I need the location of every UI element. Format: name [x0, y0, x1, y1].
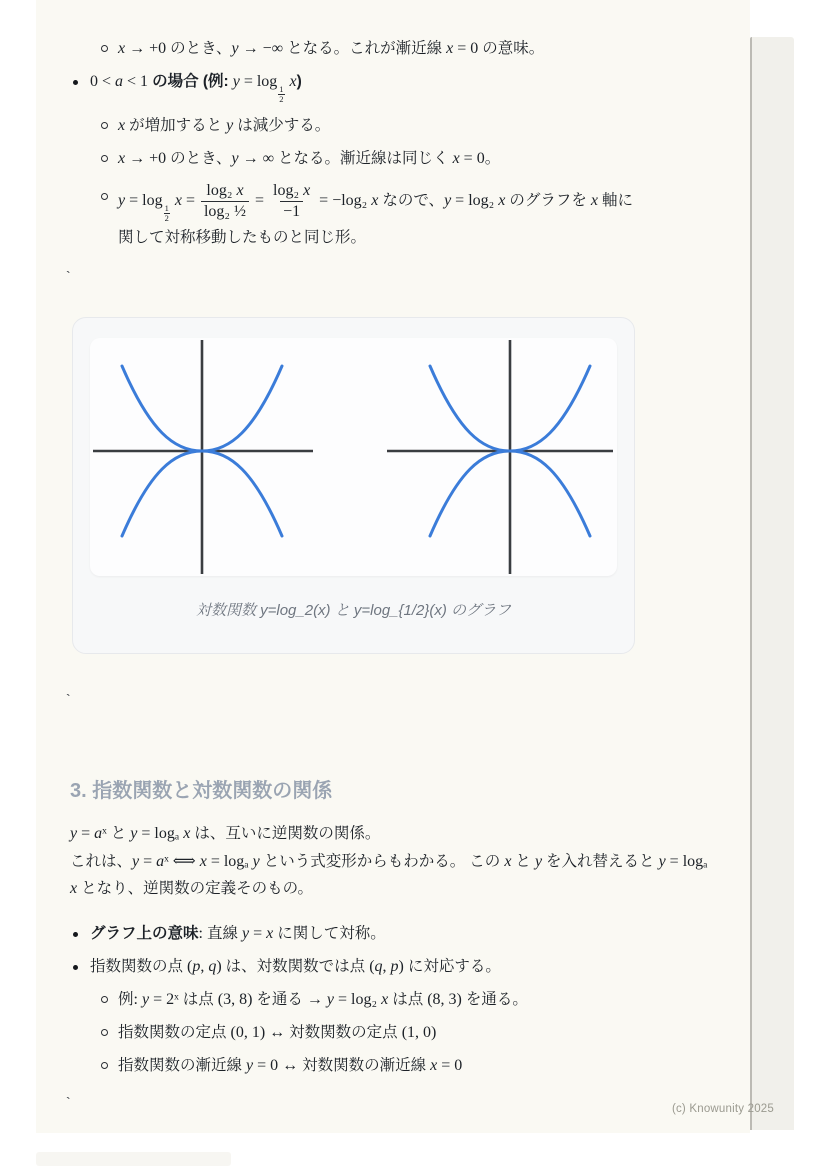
- formula-line-2: 関して対称移動したものと同じ形。: [118, 229, 367, 247]
- monotonic-note: x が増加すると y は減少する。: [118, 116, 331, 134]
- case-bold-close: ): [296, 73, 302, 90]
- fraction-1: $\frac{\text{log₂ x}}{\text{log₂ ½}}$: [201, 181, 249, 222]
- case-range: 0 < a < 1: [90, 73, 153, 90]
- graph-meaning-rest: : 直線 y = x に関して対称。: [198, 924, 386, 942]
- list-item: [98, 148, 714, 170]
- list-item-points: [70, 956, 714, 978]
- copyright-footer: (c) Knowunity 2025: [671, 1103, 774, 1115]
- figure-card: [72, 317, 635, 654]
- list-item: [98, 1022, 714, 1044]
- asymptote-correspondence-note: 指数関数の漸近線 y = 0 ↔ 対数関数の漸近線 x = 0: [118, 1056, 463, 1074]
- circle-bullet-icon: [98, 115, 118, 129]
- circle-bullet-icon: [98, 1055, 118, 1069]
- formula-line-1: [118, 181, 633, 224]
- figure-plot-panel: [90, 338, 617, 576]
- figure-caption: 対数関数 y=log_2(x) と y=log_{1/2}(x) のグラフ: [195, 602, 512, 620]
- list-item-formula: [98, 181, 714, 253]
- stray-backtick: `: [66, 1093, 71, 1110]
- formula-eq2: =: [251, 192, 269, 210]
- fraction-2: $\frac{\text{log₂ x}}{-1}$: [273, 181, 311, 220]
- section-heading: 3. 指数関数と対数関数の関係: [70, 780, 333, 803]
- intro-paragraph: [70, 820, 714, 903]
- change-of-base-formula: [118, 181, 714, 253]
- list-item: [98, 115, 714, 137]
- list-item-graph-meaning: [70, 923, 714, 945]
- points-correspondence: 指数関数の点 (p, q) は、対数関数では点 (q, p) に対応する。: [90, 957, 501, 975]
- fixed-point-note: 指数関数の定点 (0, 1) ↔ 対数関数の定点 (1, 0): [118, 1023, 437, 1041]
- asymptote-note: x → +0 のとき、y → −∞ となる。これが漸近線 x = 0 の意味。: [118, 40, 545, 57]
- plot-right: [387, 340, 613, 574]
- disc-bullet-icon: [70, 71, 90, 85]
- disc-bullet-icon: [70, 956, 90, 970]
- circle-bullet-icon: [98, 181, 118, 200]
- case-heading: [90, 71, 714, 104]
- formula-lead: y = log: [118, 192, 163, 210]
- list-item-case: [70, 71, 714, 104]
- circle-bullet-icon: [98, 1022, 118, 1036]
- paragraph-line: これは、y = aˣ ⟺ x = logₐ y という式変形からもわかる。 この x と y を入れ替えると y = logₐ x となり、逆関数の定義そのもの。: [70, 852, 708, 898]
- next-page-top-edge: [36, 1152, 231, 1166]
- page-content: [36, 0, 750, 1111]
- formula-tail: = −log₂ x なので、y = log₂ x のグラフを x 軸に: [315, 192, 633, 210]
- stray-backtick: `: [66, 268, 71, 285]
- circle-bullet-icon: [98, 989, 118, 1003]
- graph-meaning-bold: グラフ上の意味: [90, 924, 199, 942]
- graph-meaning: [90, 923, 714, 945]
- case-bold: の場合 (例:: [152, 73, 229, 90]
- list-item: [98, 1055, 714, 1077]
- next-page-edge: [750, 37, 794, 1130]
- case-mid: y = log: [232, 73, 278, 90]
- log-graphs-svg: [90, 338, 617, 576]
- disc-bullet-icon: [70, 923, 90, 937]
- log-subscript-fraction: $\frac{1}{2}$: [279, 84, 284, 104]
- paragraph-line: y = aˣ と y = logₐ x は、互いに逆関数の関係。: [70, 825, 381, 843]
- formula-eq1: x =: [174, 192, 199, 210]
- limit-note: x → +0 のとき、y → ∞ となる。漸近線は同じく x = 0。: [118, 149, 501, 167]
- log-subscript-fraction: $\frac{1}{2}$: [164, 203, 169, 224]
- document-page: [36, 0, 774, 1133]
- stray-backtick: `: [66, 691, 71, 708]
- case-arg: x: [289, 73, 297, 90]
- circle-bullet-icon: [98, 148, 118, 162]
- plot-left: [93, 340, 313, 574]
- circle-bullet-icon: [98, 38, 118, 52]
- list-item: [98, 989, 714, 1011]
- list-item: [98, 38, 714, 60]
- example-note: 例: y = 2ˣ は点 (3, 8) を通る → y = log₂ x は点 (8, 3) を通る。: [118, 990, 528, 1008]
